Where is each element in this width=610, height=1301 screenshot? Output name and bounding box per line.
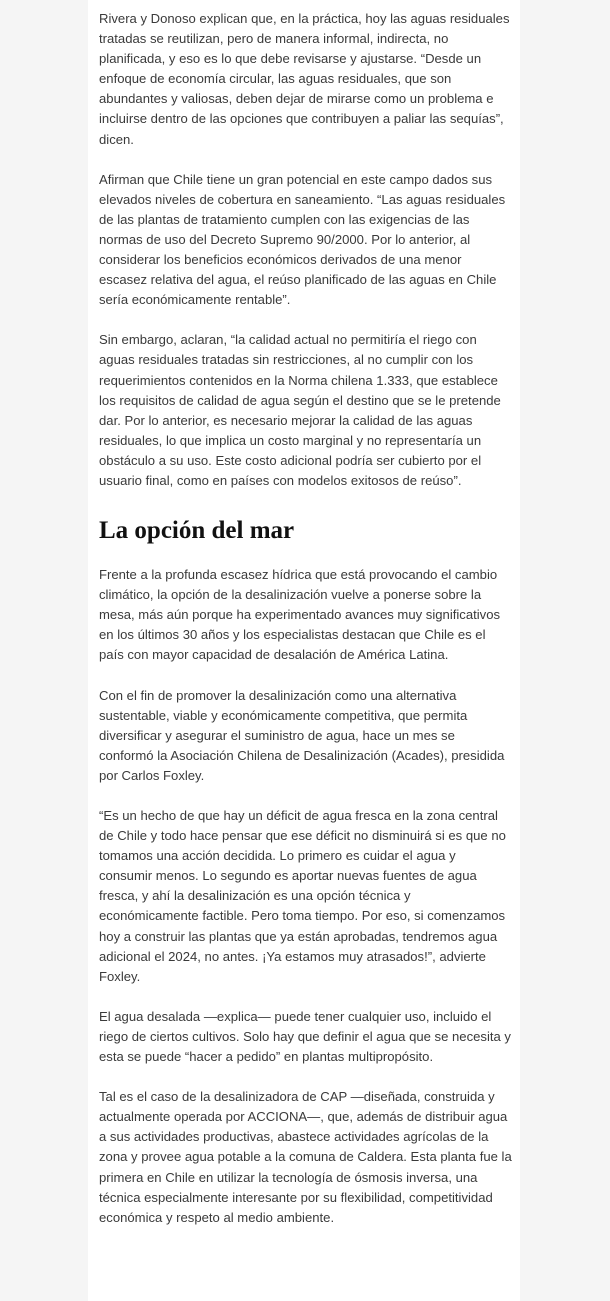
article-page bbox=[88, 0, 520, 1301]
article-paragraph: Afirman que Chile tiene un gran potencial en este campo dados sus elevados niveles de cobertura en saneamiento. “Las aguas residuales de las plantas de tratamiento cumplen con las exigencias de las normas de uso del Decreto Supremo 90/2000. Por lo anterior, al considerar los beneficios económicos derivados de una menor escasez relativa del agua, el reúso planificado de las aguas en Chile sería económicamente rentable”. bbox=[99, 171, 506, 308]
section-heading: La opción del mar bbox=[99, 517, 295, 545]
article-paragraph: Frente a la profunda escasez hídrica que está provocando el cambio climático, la opción de la desalinización vuelve a ponerse sobre la mesa, más aún porque ha experimentado avances muy significativos en los últimos 30 años y los especialistas destacan que Chile es el país con mayor capacidad de desalación de América Latina. bbox=[99, 567, 501, 663]
article-paragraph: El agua desalada —explica— puede tener cualquier uso, incluido el riego de ciertos cultivos. Solo hay que definir el agua que se necesita y esta se puede “hacer a pedido” en plantas multipropósito. bbox=[99, 1008, 511, 1065]
article-body bbox=[99, 9, 512, 1248]
article-paragraph: Tal es el caso de la desalinizadora de CAP —diseñada, construida y actualmente operada por ACCIONA—, que, además de distribuir agua a sus actividades productivas, abastece actividades agrícolas de la zona y provee agua potable a la comuna de Caldera. Esta planta fue la primera en Chile en utilizar la tecnología de ósmosis inversa, una técnica especialmente interesante por su flexibilidad, competitividad económica y respeto al medio ambiente. bbox=[99, 1089, 512, 1225]
article-paragraph: Con el fin de promover la desalinización como una alternativa sustentable, viable y económicamente competitiva, que permita diversificar y asegurar el suministro de agua, hace un mes se conformó la Asociación Chilena de Desalinización (Acades), presidida por Carlos Foxley. bbox=[99, 687, 505, 783]
article-paragraph: Rivera y Donoso explican que, en la práctica, hoy las aguas residuales tratadas se reutilizan, pero de manera informal, indirecta, no planificada, y eso es lo que debe revisarse y ajustarse. “Desde un enfoque de economía circular, las aguas residuales, que son abundantes y valiosas, deben dejar de mirarse como un problema e incluirse dentro de las opciones que contribuyen a paliar las sequías”, dicen. bbox=[99, 11, 510, 147]
article-paragraph: Sin embargo, aclaran, “la calidad actual no permitiría el riego con aguas residuales tratadas sin restricciones, al no cumplir con los requerimientos contenidos en la Norma chilena 1.333, que establece los requisitos de calidad de agua según el destino que se le pretende dar. Por lo anterior, es necesario mejorar la calidad de las aguas residuales, lo que implica un costo marginal y no representaría un obstáculo a su uso. Este costo adicional podría ser cubierto por el usuario final, como en países con modelos exitosos de reúso”. bbox=[99, 332, 501, 488]
article-paragraph: “Es un hecho de que hay un déficit de agua fresca en la zona central de Chile y todo hace pensar que ese déficit no disminuirá si es que no tomamos una acción decidida. Lo primero es cuidar el agua y consumir menos. Lo segundo es aportar nuevas fuentes de agua fresca, y ahí la desalinización es una opción técnica y económicamente factible. Pero toma tiempo. Por eso, si comenzamos hoy a construir las plantas que ya están aprobadas, tendremos agua adicional el 2024, no antes. ¡Ya estamos muy atrasados!”, advierte Foxley. bbox=[99, 808, 506, 984]
